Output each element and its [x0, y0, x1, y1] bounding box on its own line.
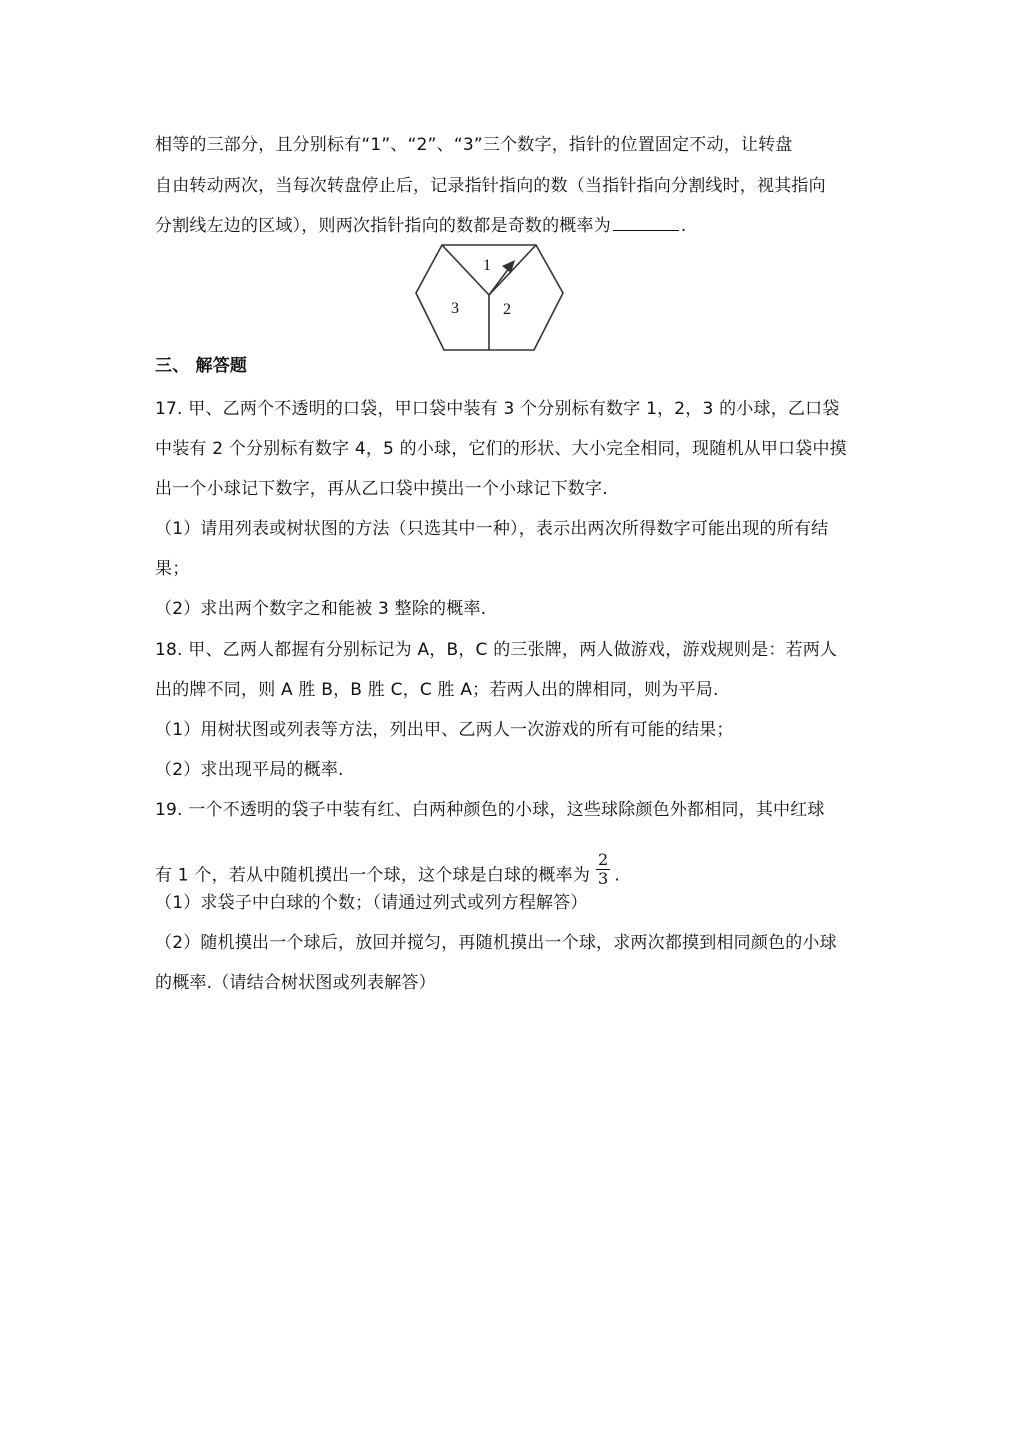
- probability-fraction: [596, 851, 610, 888]
- q19-line-2-end: .: [614, 865, 621, 886]
- q18-line-1: 18. 甲、乙两人都握有分别标记为 A，B，C 的三张牌，两人做游戏，游戏规则是：若两人: [155, 640, 838, 660]
- fraction-numerator: 2: [598, 850, 609, 869]
- sector-label-1: 1: [483, 257, 491, 274]
- q17-part-1-line-1: （1）请用列表或树状图的方法（只选其中一种），表示出两次所得数字可能出现的所有结: [155, 519, 829, 539]
- q19-line-2: [155, 850, 621, 894]
- sector-label-3: 3: [451, 300, 459, 317]
- spinner-diagram: [414, 241, 564, 353]
- q16-line-3-text: 分割线左边的区域），则两次指针指向的数都是奇数的概率为: [155, 216, 611, 236]
- q18-part-2: （2）求出现平局的概率.: [155, 760, 344, 780]
- q18-line-2: 出的牌不同，则 A 胜 B，B 胜 C，C 胜 A；若两人出的牌相同，则为平局.: [155, 680, 719, 700]
- divider-line-left: [442, 245, 489, 295]
- q19-line-1: 19. 一个不透明的袋子中装有红、白两种颜色的小球，这些球除颜色外都相同，其中红球: [155, 800, 825, 820]
- q17-line-2: 中装有 2 个分别标有数字 4，5 的小球，它们的形状、大小完全相同，现随机从甲口袋中摸: [155, 439, 847, 459]
- q19-part-1: （1）求袋子中白球的个数；（请通过列式或列方程解答）: [155, 893, 588, 913]
- q19-part-2-line-1: （2）随机摸出一个球后，放回并搅匀，再随机摸出一个球，求两次都摸到相同颜色的小球: [155, 933, 837, 953]
- answer-blank: [613, 214, 679, 231]
- q17-line-1: 17. 甲、乙两个不透明的口袋，甲口袋中装有 3 个分别标有数字 1，2，3 的小球，乙口袋: [155, 399, 840, 419]
- q16-line-3: [155, 214, 687, 238]
- q16-line-3-end: .: [680, 216, 687, 236]
- section-heading: 三、 解答题: [155, 356, 248, 376]
- pointer-arrowhead-icon: [502, 260, 515, 273]
- q18-part-1: （1）用树状图或列表等方法，列出甲、乙两人一次游戏的所有可能的结果；: [155, 720, 734, 740]
- divider-line-right: [489, 245, 536, 295]
- q17-part-1-line-2: 果；: [155, 559, 190, 579]
- sector-label-2: 2: [503, 301, 511, 318]
- q16-line-2: 自由转动两次，当每次转盘停止后，记录指针指向的数（当指针指向分割线时，视其指向: [155, 176, 826, 196]
- q16-line-1: 相等的三部分，且分别标有“1”、“2”、“3”三个数字，指针的位置固定不动，让转盘: [155, 135, 793, 155]
- fraction-denominator: 3: [598, 869, 609, 888]
- q17-line-3: 出一个小球记下数字，再从乙口袋中摸出一个小球记下数字.: [155, 479, 608, 499]
- q17-part-2: （2）求出两个数字之和能被 3 整除的概率.: [155, 599, 487, 619]
- q19-part-2-line-2: 的概率.（请结合树状图或列表解答）: [155, 973, 436, 993]
- q19-line-2-text: 有 1 个，若从中随机摸出一个球，这个球是白球的概率为: [155, 865, 591, 886]
